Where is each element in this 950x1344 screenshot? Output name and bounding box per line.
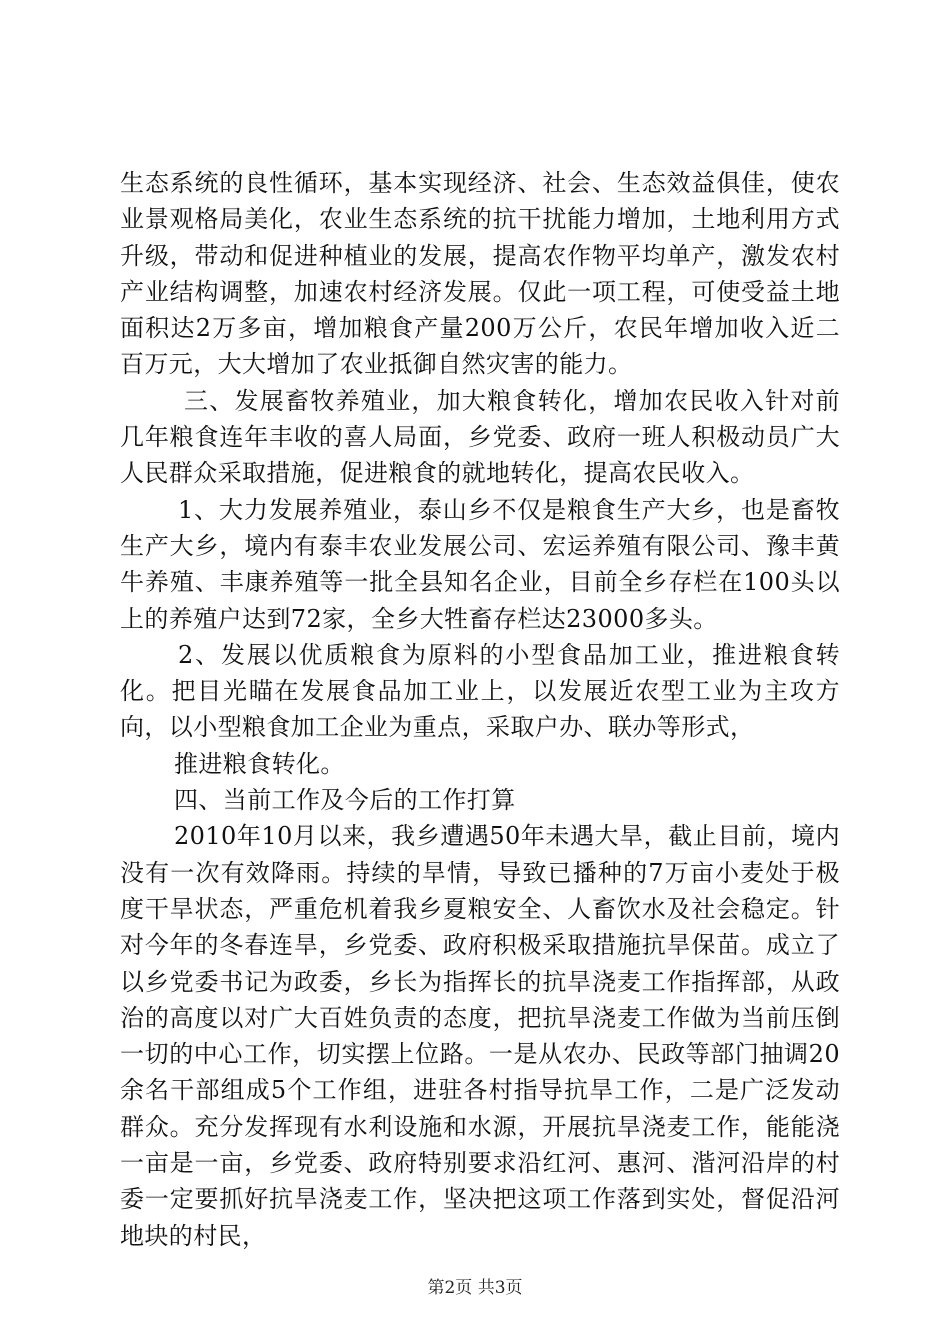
paragraph-drought: 2010年10月以来，我乡遭遇50年未遇大旱，截止目前，境内没有一次有效降雨。持续的旱情，导致已播种的7万亩小麦处于极度干旱状态，严重危机着我乡夏粮安全、人畜饮水及社会稳定。针对今年的冬春连旱，乡党委、政府积极采取措施抗旱保苗。成立了以乡党委书记为政委，乡长为指挥长的抗旱浇麦工作指挥部，从政治的高度以对广大百姓负责的态度，把抗旱浇麦工作做为当前压倒一切的中心工作，切实摆上位路。一是从农办、民政等部门抽调20余名干部组成5个工作组，进驻各村指导抗旱工作，二是广泛发动群众。充分发挥现有水利设施和水源，开展抗旱浇麦工作，能能浇一亩是一亩，乡党委、政府特别要求沿红河、惠河、湝河沿岸的村委一定要抓好抗旱浇麦工作，坚决把这项工作落到实处，督促沿河地块的村民，	[120, 822, 840, 1250]
paragraph-ecology: 生态系统的良性循环，基本实现经济、社会、生态效益俱佳，使农业景观格局美化，农业生态系统的抗干扰能力增加，土地利用方式升级，带动和促进种植业的发展，提高农作物平均单产，激发农村产业结构调整，加速农村经济发展。仅此一项工程，可使受益土地面积达2万多亩，增加粮食产量200万公斤，农民年增加收入近二百万元，大大增加了农业抵御自然灾害的能力。	[120, 169, 840, 379]
page-footer: 第2页 共3页	[427, 1278, 523, 1298]
paragraph-section-three: 三、发展畜牧养殖业，加大粮食转化，增加农民收入针对前几年粮食连年丰收的喜人局面，乡党委、政府一班人积极动员广大人民群众采取措施，促进粮食的就地转化，提高农民收入。	[120, 386, 840, 488]
paragraph-grain-conversion: 推进粮食转化。	[174, 749, 345, 778]
paragraph-breeding: 1、大力发展养殖业，泰山乡不仅是粮食生产大乡，也是畜牧生产大乡，境内有泰丰农业发展公司、宏运养殖有限公司、豫丰黄牛养殖、丰康养殖等一批全县知名企业，目前全乡存栏在100头以上的养殖户达到72家，全乡大牲畜存栏达23000多头。	[120, 495, 840, 633]
paragraph-food-processing: 2、发展以优质粮食为原料的小型食品加工业，推进粮食转化。把目光瞄在发展食品加工业上，以发展近农型工业为主攻方向，以小型粮食加工企业为重点，采取户办、联办等形式，	[120, 640, 840, 742]
document-body	[120, 165, 840, 1254]
section-heading-four: 四、当前工作及今后的工作打算	[174, 786, 516, 815]
